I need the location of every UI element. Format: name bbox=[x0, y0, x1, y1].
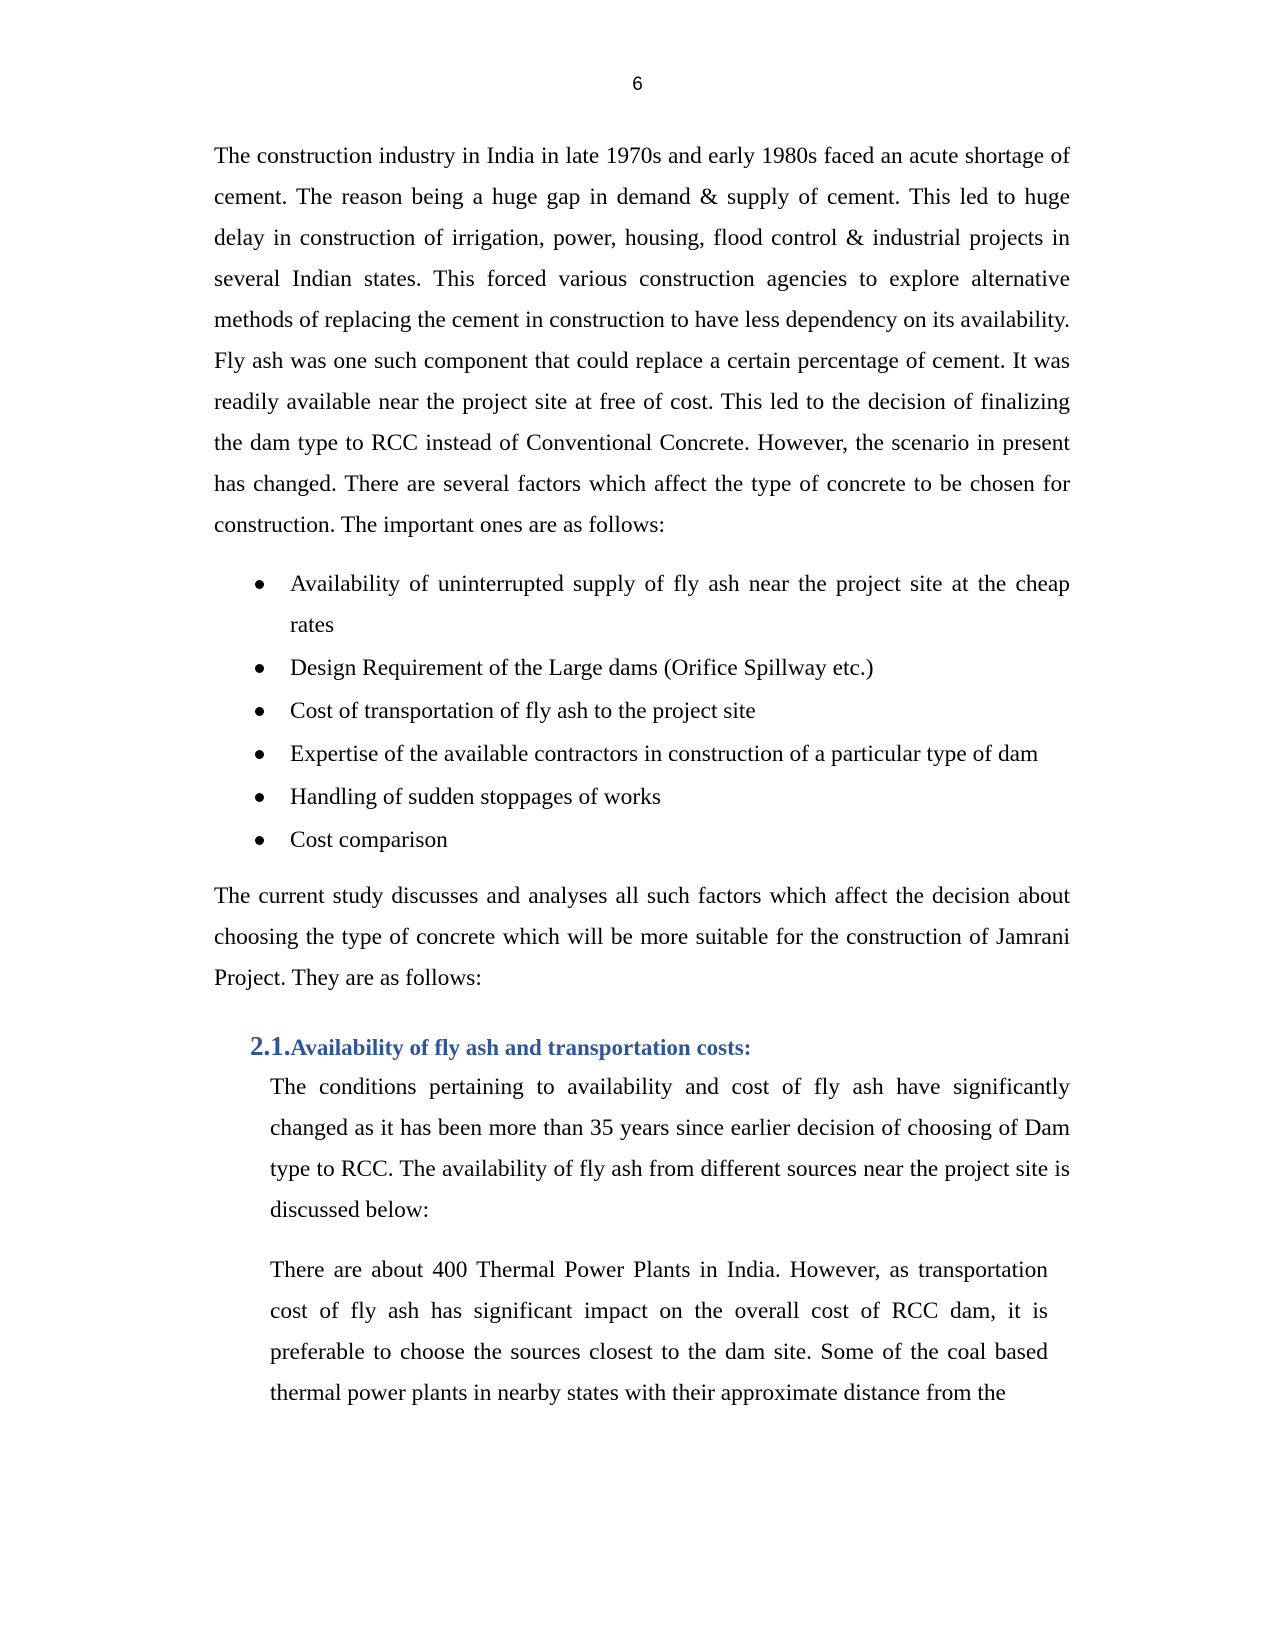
list-item bbox=[214, 734, 1070, 775]
bullet-icon bbox=[255, 580, 264, 589]
bullet-icon bbox=[255, 793, 264, 802]
list-item-text: Cost comparison bbox=[290, 827, 448, 853]
bullet-icon bbox=[255, 836, 264, 845]
section-heading bbox=[250, 1028, 751, 1066]
list-item-text: Availability of uninterrupted supply of fly ash near the project site at the cheap rates bbox=[290, 571, 1070, 638]
section-title: Availability of fly ash and transportation costs: bbox=[290, 1035, 752, 1060]
list-item-text: Design Requirement of the Large dams (Orifice Spillway etc.) bbox=[290, 655, 874, 681]
list-item-text: Expertise of the available contractors in construction of a particular type of dam bbox=[290, 741, 1039, 767]
intro-paragraph: The construction industry in India in late 1970s and early 1980s faced an acute shortage of cement. The reason being a huge gap in demand & supply of cement. This led to huge delay in construction of irrigation, power, housing, flood control & industrial projects in several Indian states. This forced various construction agencies to explore alternative methods of replacing the cement in construction to have less dependency on its availability. Fly ash was one such component that could replace a certain percentage of cement. It was readily available near the project site at free of cost. This led to the decision of finalizing the dam type to RCC instead of Conventional Concrete. However, the scenario in present has changed. There are several factors which affect the type of concrete to be chosen for construction. The important ones are as follows: bbox=[214, 143, 1070, 538]
bullet-icon bbox=[255, 750, 264, 759]
page-number: 6 bbox=[632, 74, 643, 95]
list-item bbox=[214, 691, 1070, 732]
section-number: 2.1. bbox=[250, 1031, 291, 1061]
section-paragraph-conditions: The conditions pertaining to availability and cost of fly ash have significantly changed as it has been more than 35 years since earlier decision of choosing of Dam type to RCC. The availability of fly ash from different sources near the project site is discussed below: bbox=[270, 1074, 1070, 1223]
list-item-text: Handling of sudden stoppages of works bbox=[290, 784, 661, 810]
factors-list bbox=[214, 564, 1070, 863]
list-item bbox=[214, 648, 1070, 689]
bullet-icon bbox=[255, 664, 264, 673]
bullet-icon bbox=[255, 707, 264, 716]
list-item bbox=[214, 564, 1070, 646]
list-item-text: Cost of transportation of fly ash to the project site bbox=[290, 698, 756, 724]
section-paragraph-power-plants: There are about 400 Thermal Power Plants in India. However, as transportation cost of fly ash has significant impact on the overall cost of RCC dam, it is preferable to choose the sources closest to the dam site. Some of the coal based thermal power plants in nearby states with their approximate distance from the bbox=[270, 1257, 1048, 1406]
list-item bbox=[214, 820, 1070, 861]
list-item bbox=[214, 777, 1070, 818]
study-paragraph: The current study discusses and analyses all such factors which affect the decision about choosing the type of concrete which will be more suitable for the construction of Jamrani Project. They are as follows: bbox=[214, 883, 1070, 991]
